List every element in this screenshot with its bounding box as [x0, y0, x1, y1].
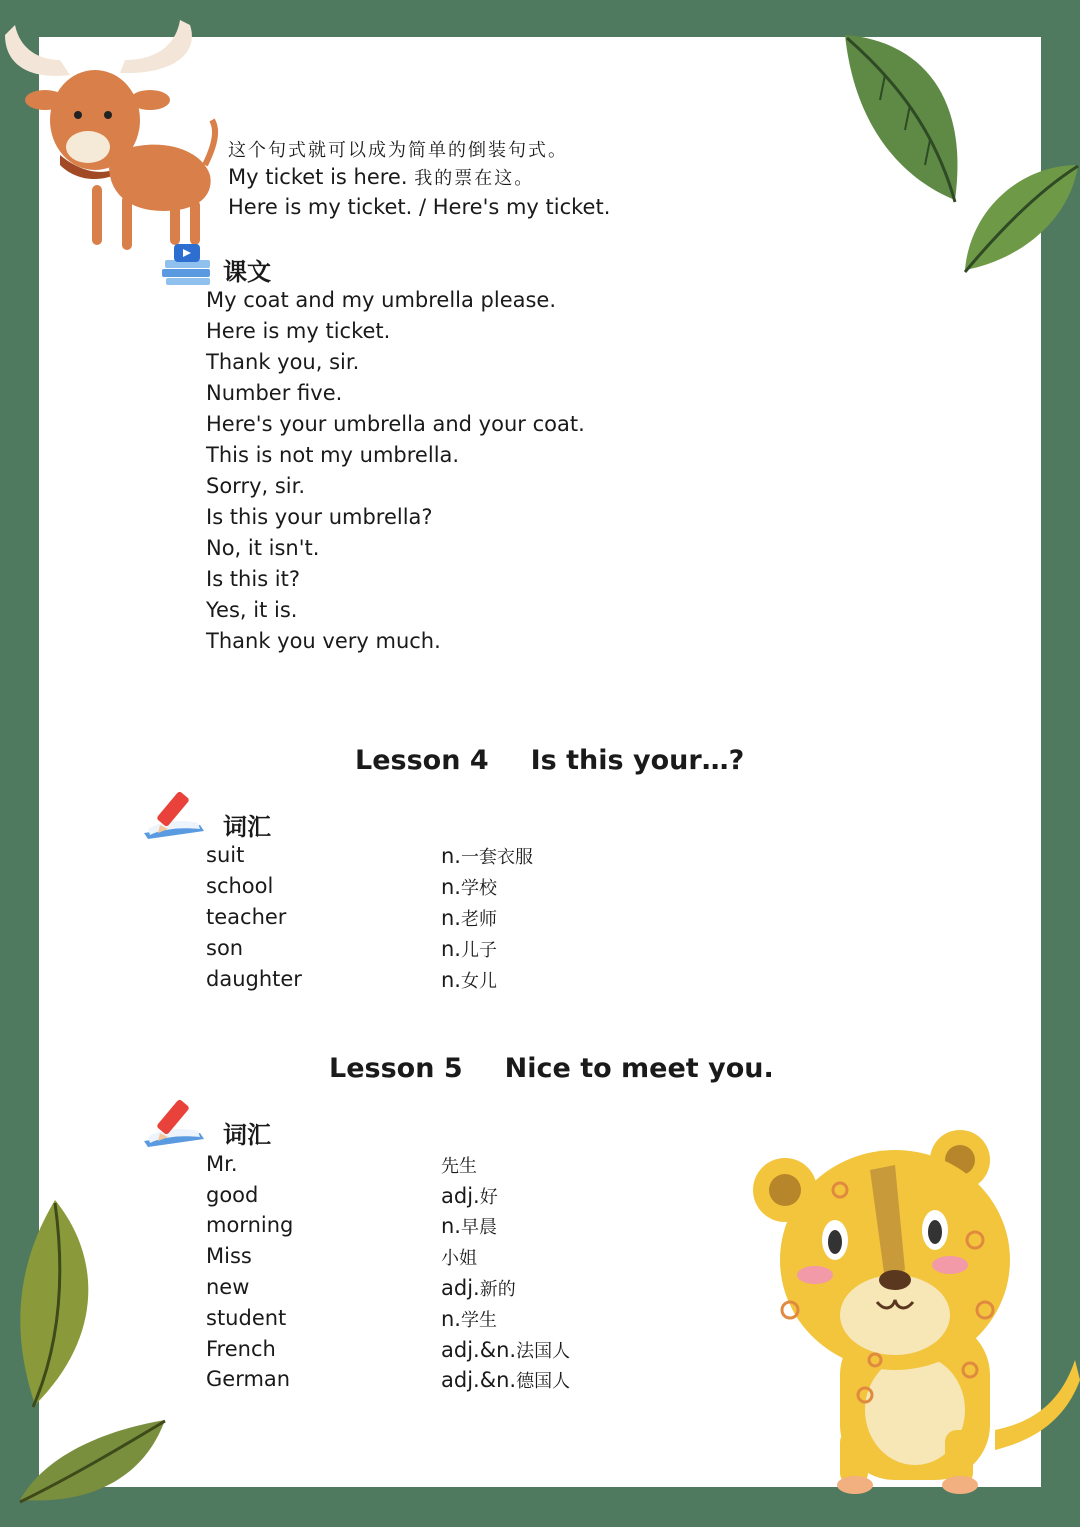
vocab-row [206, 1306, 606, 1336]
intro-line-2 [228, 164, 534, 190]
vocab-word: Miss [206, 1244, 252, 1268]
vocab-word: French [206, 1337, 276, 1361]
leaf-icon [15, 1415, 170, 1510]
vocab-word: suit [206, 843, 245, 867]
vocab-row [206, 905, 606, 935]
lesson-5-number: Lesson 5 [329, 1053, 463, 1084]
vocab-row [206, 874, 606, 904]
vocab-meaning: n.早晨 [441, 1214, 497, 1238]
lesson-4-name: Is this your…? [530, 745, 745, 776]
text-line: Sorry, sir. [206, 474, 306, 498]
vocab-meaning: adj.&n.德国人 [441, 1368, 571, 1392]
moose-illustration [0, 15, 225, 255]
vocab-meaning: n.一套衣服 [441, 844, 533, 868]
leaf-icon [835, 30, 975, 205]
vocab-word: Mr. [206, 1152, 238, 1176]
text-line: Thank you, sir. [206, 350, 360, 374]
lesson-4-title [355, 745, 744, 776]
vocab-meaning: n.女儿 [441, 968, 497, 992]
vocab-row [206, 936, 606, 966]
pencil-paper-icon [140, 785, 208, 840]
vocab-word: son [206, 936, 244, 960]
pencil-paper-icon [140, 1093, 208, 1148]
vocab-word: new [206, 1275, 250, 1299]
text-line: No, it isn't. [206, 536, 320, 560]
vocab-meaning: adj.新的 [441, 1276, 516, 1300]
text-line: Is this it? [206, 567, 301, 591]
vocab-word: good [206, 1183, 259, 1207]
vocab-word: teacher [206, 905, 287, 929]
text-line: Is this your umbrella? [206, 505, 433, 529]
vocab-row [206, 1183, 606, 1213]
leopard-illustration [745, 1130, 1080, 1500]
intro-line-2-en: My ticket is here. [228, 165, 408, 189]
text-line: Yes, it is. [206, 598, 298, 622]
text-line: Thank you very much. [206, 629, 441, 653]
vocab-row [206, 967, 606, 997]
vocab-meaning: 小姐 [441, 1248, 477, 1269]
vocab-word: German [206, 1367, 291, 1391]
leaf-icon [960, 160, 1080, 275]
lesson-5-title [329, 1053, 774, 1084]
text-line: Number five. [206, 381, 343, 405]
vocab-meaning: n.老师 [441, 906, 497, 930]
intro-line-3: Here is my ticket. / Here's my ticket. [228, 195, 611, 219]
vocab-meaning: n.学生 [441, 1307, 497, 1331]
vocab-row [206, 1367, 606, 1397]
vocab-meaning: adj.&n.法国人 [441, 1338, 571, 1362]
vocab-meaning: 先生 [441, 1156, 477, 1177]
text-line: Here's your umbrella and your coat. [206, 412, 585, 436]
vocab-row [206, 1152, 606, 1182]
vocab-row [206, 1337, 606, 1367]
vocab-row [206, 1275, 606, 1305]
lesson-4-vocab-heading: 词汇 [223, 812, 271, 841]
vocab-word: school [206, 874, 274, 898]
text-line: This is not my umbrella. [206, 443, 460, 467]
vocab-row [206, 1213, 606, 1243]
book-video-icon [160, 240, 215, 288]
vocab-row [206, 843, 606, 873]
lesson-4-number: Lesson 4 [355, 745, 489, 776]
vocab-meaning: n.学校 [441, 875, 497, 899]
intro-line-2-cn: 我的票在这。 [414, 168, 535, 189]
text-line: Here is my ticket. [206, 319, 391, 343]
intro-line-1: 这个句式就可以成为简单的倒装句式。 [228, 140, 568, 161]
text-section-heading: 课文 [223, 257, 271, 286]
vocab-word: morning [206, 1213, 294, 1237]
lesson-5-vocab-heading: 词汇 [223, 1120, 271, 1149]
vocab-meaning: n.儿子 [441, 937, 497, 961]
leaf-icon [15, 1195, 100, 1410]
vocab-word: daughter [206, 967, 302, 991]
lesson-5-name: Nice to meet you. [504, 1053, 774, 1084]
vocab-row [206, 1244, 606, 1274]
vocab-meaning: adj.好 [441, 1184, 498, 1208]
text-line: My coat and my umbrella please. [206, 288, 557, 312]
vocab-word: student [206, 1306, 287, 1330]
